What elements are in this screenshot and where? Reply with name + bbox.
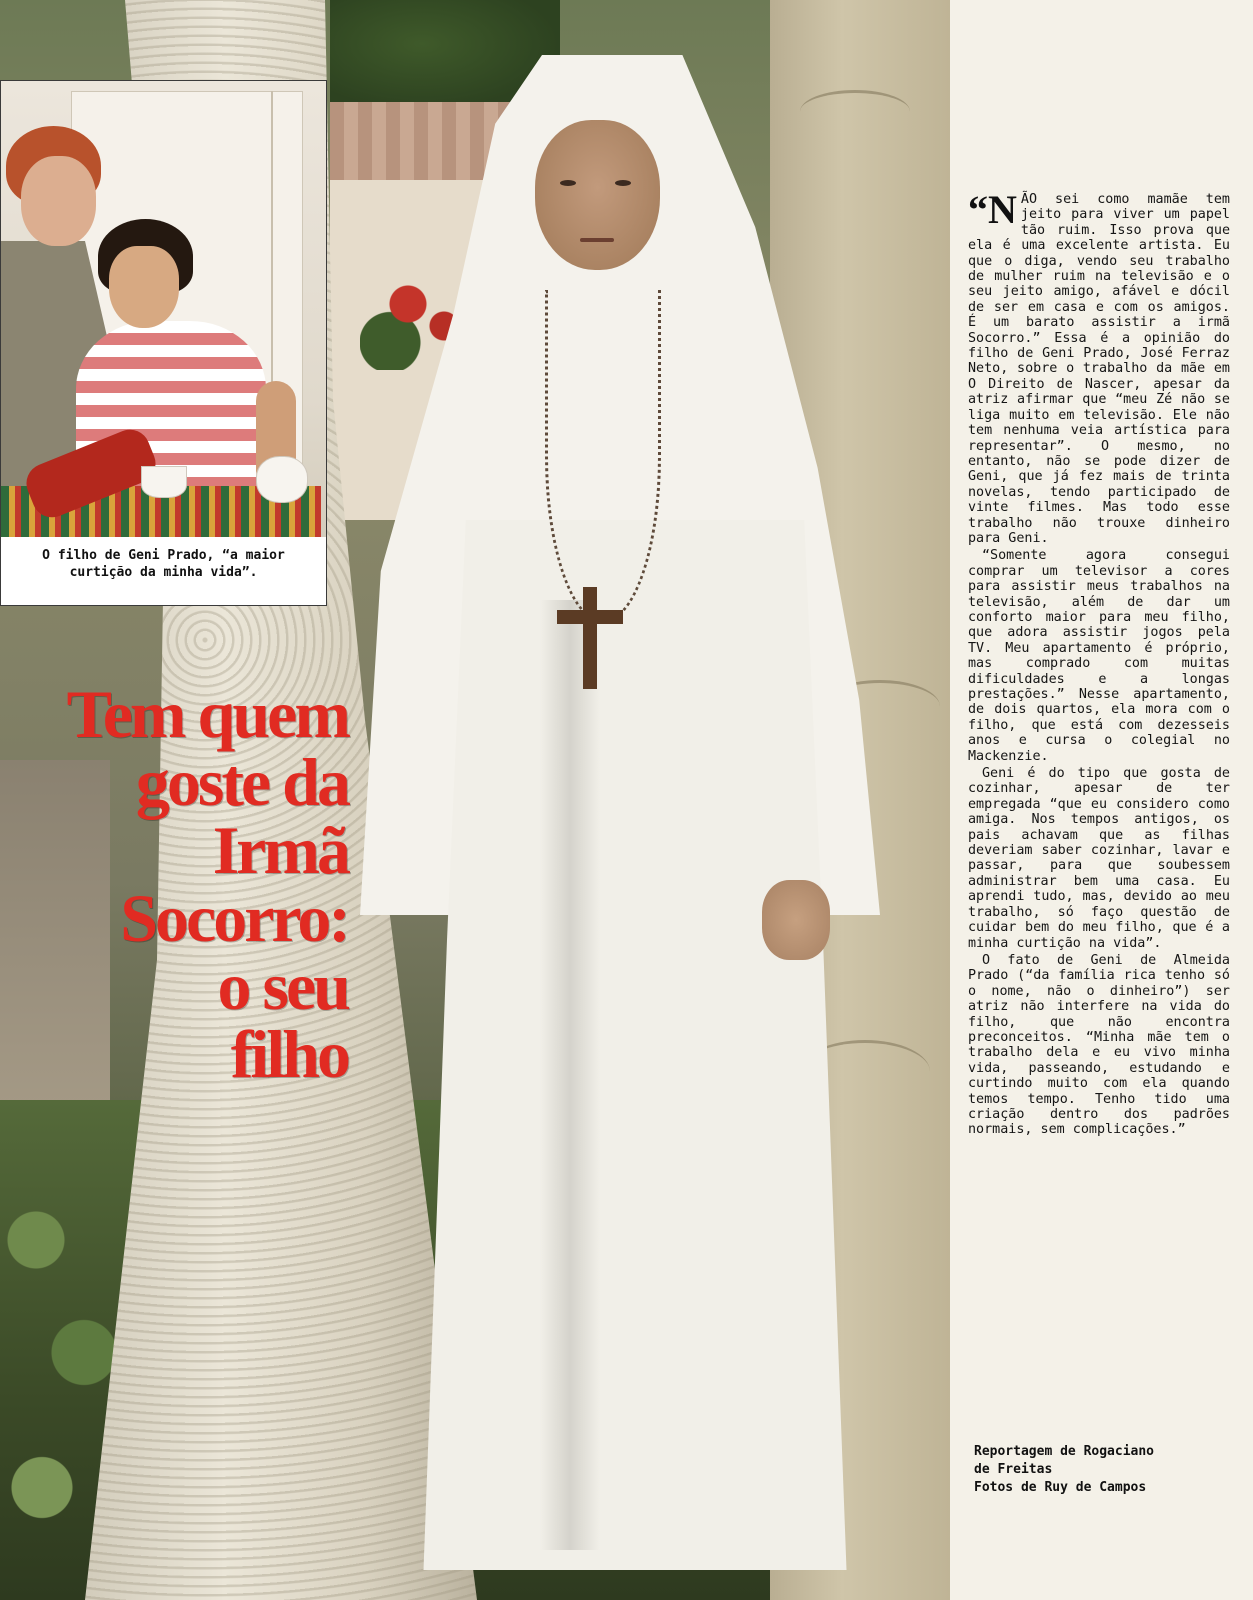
article-paragraph: O fato de Geni de Almeida Prado (“da família rica tenho só o nome, não o dinheiro”) ser atriz não interfere na vida do filho, que não encontra preconceitos. “Minha mãe tem o trabalho dela e eu vivo minha vida, passeando, estudando e curtindo muito com ela quando temos tempo. Tenho tido uma criação dentro dos padrões normais, sem complicações.”	[968, 952, 1230, 1138]
inset-photo-box	[0, 80, 327, 606]
wooden-cross-icon	[583, 587, 597, 689]
inset-photo	[1, 81, 326, 537]
credits	[974, 1443, 1236, 1497]
headline	[0, 676, 348, 1092]
nun-robe	[400, 520, 870, 1570]
robe-fold	[540, 600, 600, 1550]
headline-line: Socorro:	[120, 880, 348, 956]
rosary	[545, 290, 661, 623]
article-body	[968, 187, 1230, 1140]
drop-cap: “N	[968, 187, 1017, 232]
wooden-cross-bar	[557, 610, 623, 624]
article-paragraph: Geni é do tipo que gosta de cozinhar, apesar de ter empregada “que eu considero como amiga. Nos tempos antigos, os pais achavam que as filhas deveriam saber cozinhar, lavar e passar, para que soubessem administrar bem uma casa. Eu aprendi tudo, mas, devido ao meu trabalho, só faço questão de cuidar bem do meu filho, que é a minha curtição na vida”.	[968, 766, 1230, 951]
inset-caption: O filho de Geni Prado, “a maior curtição da minha vida”.	[42, 548, 285, 580]
nun-eye	[560, 180, 576, 186]
paragraph-text: ÃO sei como mamãe tem jeito para viver um papel tão ruim. Isso prova que ela é uma excelente artista. Eu que o diga, vendo seu trabalho de mulher ruim na televisão e o seu jeito amigo, afável e dócil de ser em casa e com os amigos. É um barato assistir a irmã Socorro.” Essa é a opinião do filho de Geni Prado, José Ferraz Neto, sobre o trabalho da mãe em O Direito de Nascer, apesar da atriz afirmar que “meu Zé não se liga muito em televisão. Ele não tem nenhuma veia artística para representar”. O mesmo, no entanto, não se pode dizer de Geni, que já fez mais de trinta novelas, tendo participado de vinte filmes. Mas todo esse trabalho não trouxe dinheiro para Geni.	[968, 192, 1230, 546]
sugar-pot	[256, 456, 308, 503]
woman-face	[21, 156, 96, 246]
teacup	[141, 466, 187, 498]
boy-face	[109, 246, 179, 328]
headline-line: Irmã	[212, 812, 348, 888]
nun-face	[535, 120, 660, 270]
article-paragraph: “Somente agora consegui comprar um televisor a cores para assistir meus trabalhos na televisão, além de dar um conforto maior para meu filho, que adora assistir jogos pela TV. Meu apartamento é próprio, mas comprado com muitas dificuldades e a longas prestações.” Nesse apartamento, de dois quartos, ela mora com o filho, que está com dezesseis anos e cursa o colegial no Mackenzie.	[968, 548, 1230, 764]
headline-line: Tem quem	[66, 676, 348, 752]
headline-line: filho	[230, 1016, 348, 1092]
credit-line: Fotos de Ruy de Campos	[974, 1480, 1147, 1495]
wall-texture	[800, 90, 910, 133]
article-paragraph	[968, 187, 1230, 546]
nun-hand	[762, 880, 830, 960]
credit-line: de Freitas	[974, 1462, 1053, 1477]
headline-line: goste da	[135, 744, 348, 820]
nun-eye	[615, 180, 631, 186]
nun-mouth	[580, 238, 614, 242]
article-column	[950, 0, 1253, 1600]
headline-line: o seu	[217, 948, 348, 1024]
credit-line: Reportagem de Rogaciano	[974, 1444, 1155, 1459]
